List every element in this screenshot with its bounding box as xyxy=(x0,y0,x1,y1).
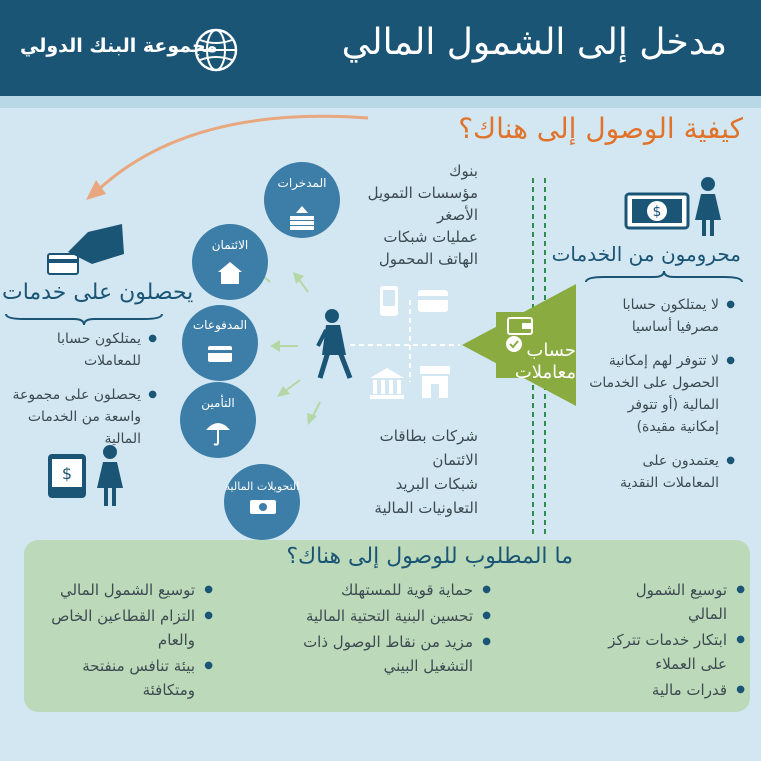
hand-card-icon xyxy=(48,224,124,274)
list-item: ● بيئة تنافس منفتحة ومتكافئة xyxy=(33,654,213,702)
list-item: ● تحسين البنية التحتية المالية xyxy=(301,604,491,628)
list-item: ● ابتكار خدمات تتركز على العملاء xyxy=(595,628,745,676)
list-item: ● يعتمدون على المعاملات النقدية xyxy=(587,450,735,494)
question-how: كيفية الوصول إلى هناك؟ xyxy=(458,112,743,145)
provider-item: الأصغر xyxy=(437,206,478,224)
payments-circle xyxy=(182,305,258,381)
requirements-col-right xyxy=(595,578,745,704)
card-payment-icon xyxy=(208,346,232,362)
list-item: ● التزام القطاعين الخاص والعام xyxy=(33,604,213,652)
list-item: ● توسيع الشمول المالي xyxy=(33,578,213,602)
curved-arrow-head-icon xyxy=(86,180,106,200)
with-services-list xyxy=(7,328,157,462)
list-item: ● لا تتوفر لهم إمكانية الحصول على الخدمات المالية (أو تتوفر إمكانية مقيدة) xyxy=(587,350,735,438)
logo-text: مجموعة البنك الدولي xyxy=(20,35,218,57)
list-item: ● يمتلكون حسابا للمعاملات xyxy=(7,328,157,372)
requirements-heading: ما المطلوب للوصول إلى هناك؟ xyxy=(286,544,573,569)
service-label-savings: المدخرات xyxy=(277,176,327,190)
requirements-col-left xyxy=(33,578,213,704)
shop-icon xyxy=(420,366,450,398)
list-item: ● لا يمتلكون حسابا مصرفيا أساسيا xyxy=(587,294,735,338)
brace-icon xyxy=(4,312,164,326)
deprived-list xyxy=(587,294,735,506)
provider-item: الائتمان xyxy=(432,451,478,469)
list-item: ● مزيد من نقاط الوصول ذات التشغيل البيني xyxy=(301,630,491,678)
provider-item: عمليات شبكات xyxy=(383,228,478,246)
with-services-heading: يحصلون على خدمات xyxy=(2,280,194,305)
provider-item: شركات بطاقات xyxy=(379,427,478,445)
provider-item: التعاونيات المالية xyxy=(374,499,478,517)
providers-top xyxy=(368,160,478,270)
service-label-credit: الائتمان xyxy=(211,238,249,252)
list-item: ● قدرات مالية xyxy=(595,678,745,702)
insurance-circle xyxy=(180,382,256,458)
cash-transfer-icon xyxy=(250,500,276,514)
requirements-col-middle xyxy=(301,578,491,680)
svg-text:$: $ xyxy=(652,204,662,220)
bank-icon xyxy=(370,368,404,399)
account-label: حساب معاملات xyxy=(514,340,576,383)
woman-icon xyxy=(695,177,721,236)
service-label-payments: المدفوعات xyxy=(192,318,248,332)
list-item: ● حماية قوية للمستهلك xyxy=(301,578,491,602)
list-item: ● توسيع الشمول المالي xyxy=(595,578,745,626)
provider-item: بنوك xyxy=(449,162,478,180)
provider-item: مؤسسات التمويل xyxy=(367,184,478,202)
dollar-bill-icon xyxy=(626,194,688,228)
credit-card-icon xyxy=(418,290,448,312)
provider-item: شبكات البريد xyxy=(395,475,478,493)
provider-item: الهاتف المحمول xyxy=(378,250,478,268)
deprived-heading: محرومون من الخدمات xyxy=(551,242,741,266)
walking-person-icon xyxy=(318,309,350,378)
svg-text:$: $ xyxy=(61,464,73,483)
page-title: مدخل إلى الشمول المالي xyxy=(341,22,727,63)
brace-icon xyxy=(584,270,744,284)
providers-bottom xyxy=(374,424,478,520)
service-label-remittances: التحويلات المالية xyxy=(224,480,300,493)
list-item: ● يحصلون على مجموعة واسعة من الخدمات المالية xyxy=(7,384,157,450)
service-label-insurance: التأمين xyxy=(201,396,235,410)
mobile-phone-icon xyxy=(380,286,398,316)
